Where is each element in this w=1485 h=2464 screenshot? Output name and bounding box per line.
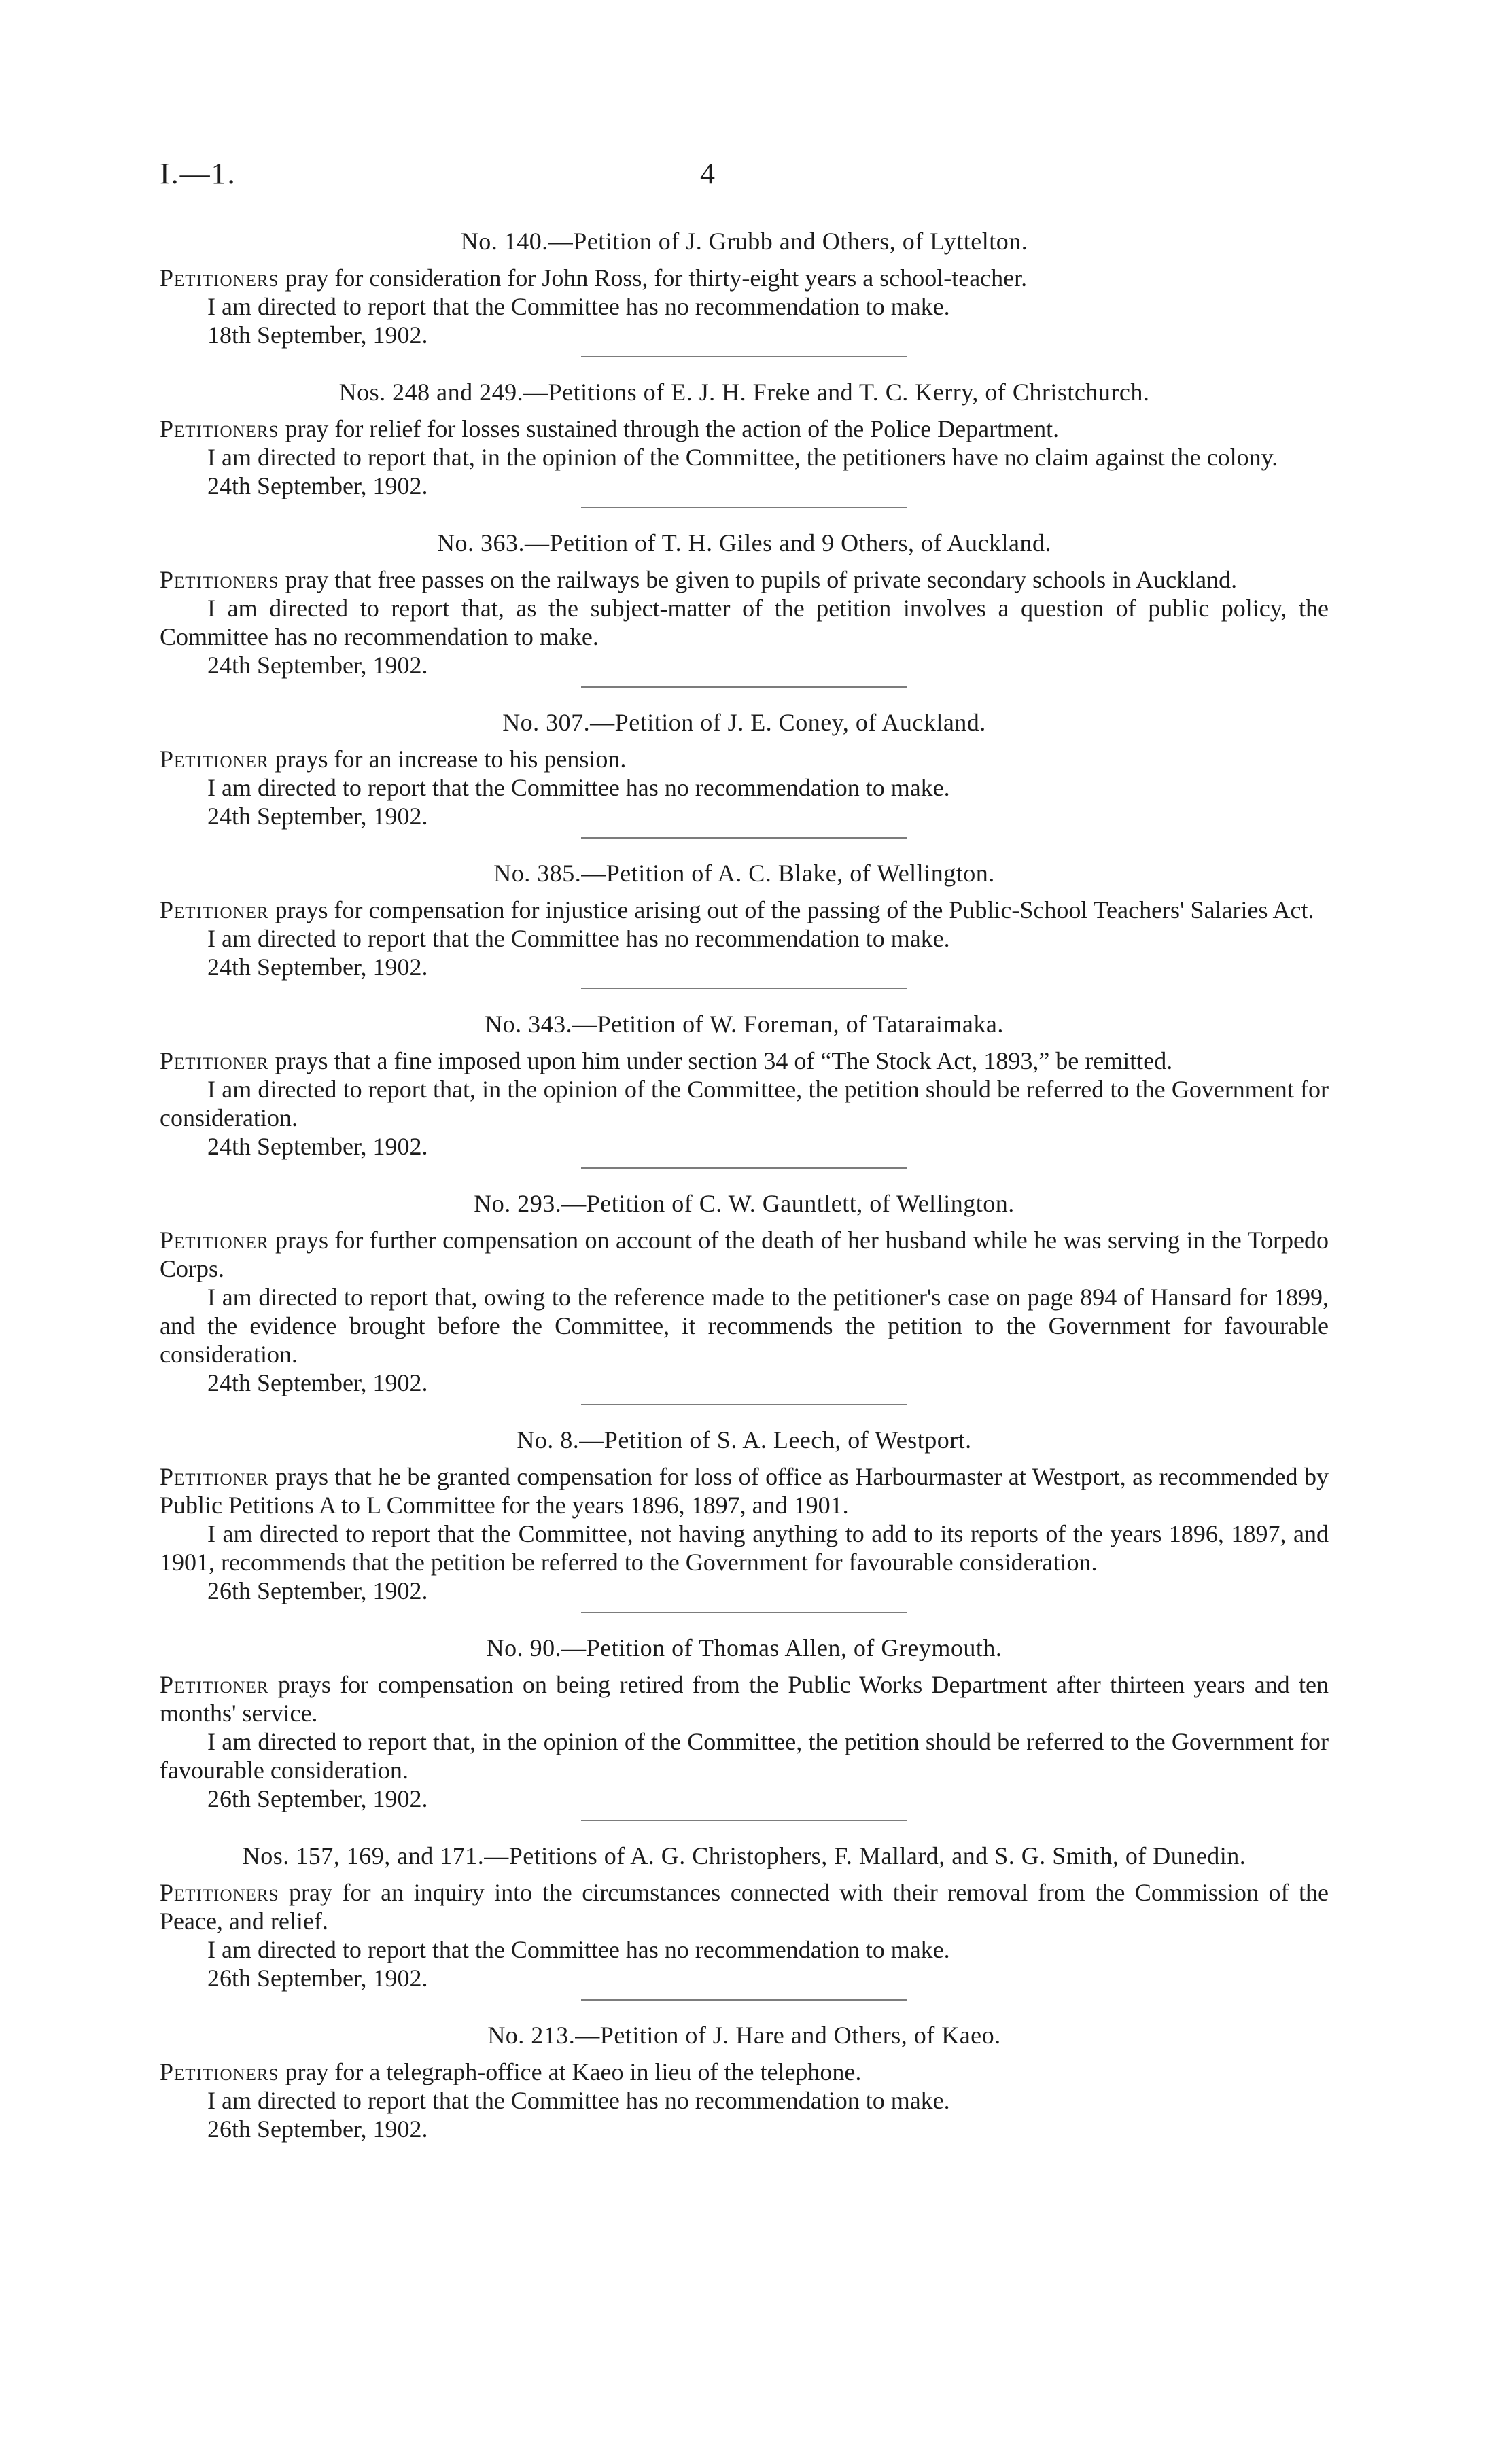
paper-reference: I.—1. [160, 157, 237, 190]
petitioner-lead: Petitioners [160, 264, 279, 292]
petition-entry [160, 1189, 1329, 1397]
section-divider [581, 837, 907, 839]
petition-title: No. 213.—Petition of J. Hare and Others, of Kaeo. [487, 2022, 1001, 2049]
petitioner-lead: Petitioner [160, 1227, 269, 1254]
petitioner-lead: Petitioners [160, 2058, 279, 2085]
petition-prayer [160, 1878, 1329, 1935]
petition-entry [160, 1634, 1329, 1813]
petition-entry [160, 708, 1329, 830]
committee-report: I am directed to report that, in the opinion of the Committee, the petitioners have no claim against the colony. [207, 444, 1278, 471]
report-date: 26th September, 1902. [207, 2115, 428, 2143]
petition-entry [160, 1010, 1329, 1161]
petition-entry [160, 859, 1329, 981]
section-divider [581, 686, 907, 688]
committee-report: I am directed to report that the Committee has no recommendation to make. [207, 1936, 950, 1963]
report-date: 24th September, 1902. [207, 803, 428, 830]
petition-title: No. 140.—Petition of J. Grubb and Others, of Lyttelton. [460, 228, 1028, 255]
prayer-text: pray for relief for losses sustained through the action of the Police Department. [285, 415, 1060, 442]
committee-report: I am directed to report that, in the opinion of the Committee, the petition should be referred to the Government for favourable consideration. [160, 1728, 1329, 1784]
prayer-text: prays for compensation for injustice arising out of the passing of the Public-School Teachers' Salaries Act. [275, 896, 1314, 923]
petition-prayer [160, 896, 1329, 924]
committee-report: I am directed to report that the Committee has no recommendation to make. [207, 774, 950, 801]
report-date: 26th September, 1902. [207, 1577, 428, 1604]
section-divider [581, 356, 907, 357]
prayer-text: prays for an increase to his pension. [275, 745, 627, 773]
committee-report: I am directed to report that the Committee, not having anything to add to its reports of the years 1896, 1897, and 1901, recommends that the petition be referred to the Government for favourable consideration. [160, 1520, 1329, 1576]
petition-title: No. 307.—Petition of J. E. Coney, of Auckland. [502, 709, 986, 736]
petition-entry [160, 2021, 1329, 2143]
section-divider [581, 507, 907, 508]
petition-title: No. 363.—Petition of T. H. Giles and 9 Others, of Auckland. [436, 529, 1052, 557]
section-divider [581, 1999, 907, 2001]
section-divider [581, 1612, 907, 1613]
petition-prayer [160, 2058, 1329, 2086]
report-date: 24th September, 1902. [207, 1369, 428, 1396]
section-divider [581, 1820, 907, 1821]
committee-report: I am directed to report that the Committee has no recommendation to make. [207, 925, 950, 952]
petitioner-lead: Petitioners [160, 1879, 279, 1906]
petition-entry [160, 227, 1329, 349]
petitioner-lead: Petitioner [160, 1463, 269, 1490]
petition-entry [160, 378, 1329, 500]
prayer-text: prays that a fine imposed upon him under section 34 of “The Stock Act, 1893,” be remitted. [275, 1047, 1173, 1074]
committee-report: I am directed to report that the Committee has no recommendation to make. [207, 293, 950, 320]
petition-title: No. 385.—Petition of A. C. Blake, of Wellington. [493, 860, 995, 887]
committee-report: I am directed to report that, owing to the reference made to the petitioner's case on page 894 of Hansard for 1899, and the evidence brought before the Committee, it recommends the petition to the Government for favourable consideration. [160, 1284, 1329, 1368]
prayer-text: pray that free passes on the railways be given to pupils of private secondary schools in Auckland. [285, 566, 1238, 593]
report-date: 26th September, 1902. [207, 1785, 428, 1812]
petitioner-lead: Petitioner [160, 745, 269, 773]
petition-prayer [160, 1046, 1329, 1075]
report-date: 24th September, 1902. [207, 1133, 428, 1160]
prayer-text: prays that he be granted compensation for loss of office as Harbourmaster at Westport, as recommended by Public Petitions A to L Committee for the years 1896, 1897, and 1901. [160, 1463, 1329, 1519]
prayer-text: prays for further compensation on account of the death of her husband while he was serving in the Torpedo Corps. [160, 1227, 1329, 1282]
committee-report: I am directed to report that, as the subject-matter of the petition involves a question of public policy, the Committee has no recommendation to make. [160, 595, 1329, 650]
petition-title: No. 293.—Petition of C. W. Gauntlett, of Wellington. [474, 1190, 1015, 1217]
petition-prayer [160, 415, 1329, 443]
petition-prayer [160, 1462, 1329, 1519]
section-divider [581, 1167, 907, 1169]
report-date: 26th September, 1902. [207, 1965, 428, 1992]
report-date: 18th September, 1902. [207, 321, 428, 349]
petition-entry [160, 529, 1329, 680]
petition-prayer [160, 745, 1329, 773]
petitioner-lead: Petitioner [160, 896, 269, 923]
petition-title: Nos. 157, 169, and 171.—Petitions of A. G. Christophers, F. Mallard, and S. G. Smith, of Dunedin. [242, 1842, 1246, 1869]
committee-report: I am directed to report that the Committee has no recommendation to make. [207, 2087, 950, 2114]
prayer-text: pray for an inquiry into the circumstances connected with their removal from the Commission of the Peace, and relief. [160, 1879, 1329, 1935]
petition-prayer [160, 264, 1329, 292]
petitioner-lead: Petitioners [160, 566, 279, 593]
petitioner-lead: Petitioner [160, 1671, 269, 1698]
petition-entry [160, 1842, 1329, 1992]
prayer-text: pray for consideration for John Ross, for thirty-eight years a school-teacher. [285, 264, 1028, 292]
petition-prayer [160, 565, 1329, 594]
prayer-text: pray for a telegraph-office at Kaeo in lieu of the telephone. [285, 2058, 862, 2085]
petition-title: No. 343.—Petition of W. Foreman, of Tataraimaka. [485, 1010, 1004, 1038]
report-date: 24th September, 1902. [207, 652, 428, 679]
report-date: 24th September, 1902. [207, 953, 428, 981]
petition-title: No. 8.—Petition of S. A. Leech, of Westport. [517, 1426, 972, 1454]
petition-title: Nos. 248 and 249.—Petitions of E. J. H. Freke and T. C. Kerry, of Christchurch. [338, 379, 1150, 406]
report-date: 24th September, 1902. [207, 472, 428, 499]
petition-entry [160, 1426, 1329, 1605]
committee-report: I am directed to report that, in the opinion of the Committee, the petition should be referred to the Government for consideration. [160, 1076, 1329, 1131]
petitioner-lead: Petitioner [160, 1047, 269, 1074]
prayer-text: prays for compensation on being retired from the Public Works Department after thirteen years and ten months' service. [160, 1671, 1329, 1727]
page-header [160, 136, 1329, 197]
section-divider [581, 988, 907, 989]
petitioner-lead: Petitioners [160, 415, 279, 442]
page-number: 4 [700, 157, 715, 190]
petition-prayer [160, 1670, 1329, 1727]
petition-prayer [160, 1226, 1329, 1283]
petition-title: No. 90.—Petition of Thomas Allen, of Greymouth. [486, 1634, 1002, 1661]
section-divider [581, 1404, 907, 1405]
